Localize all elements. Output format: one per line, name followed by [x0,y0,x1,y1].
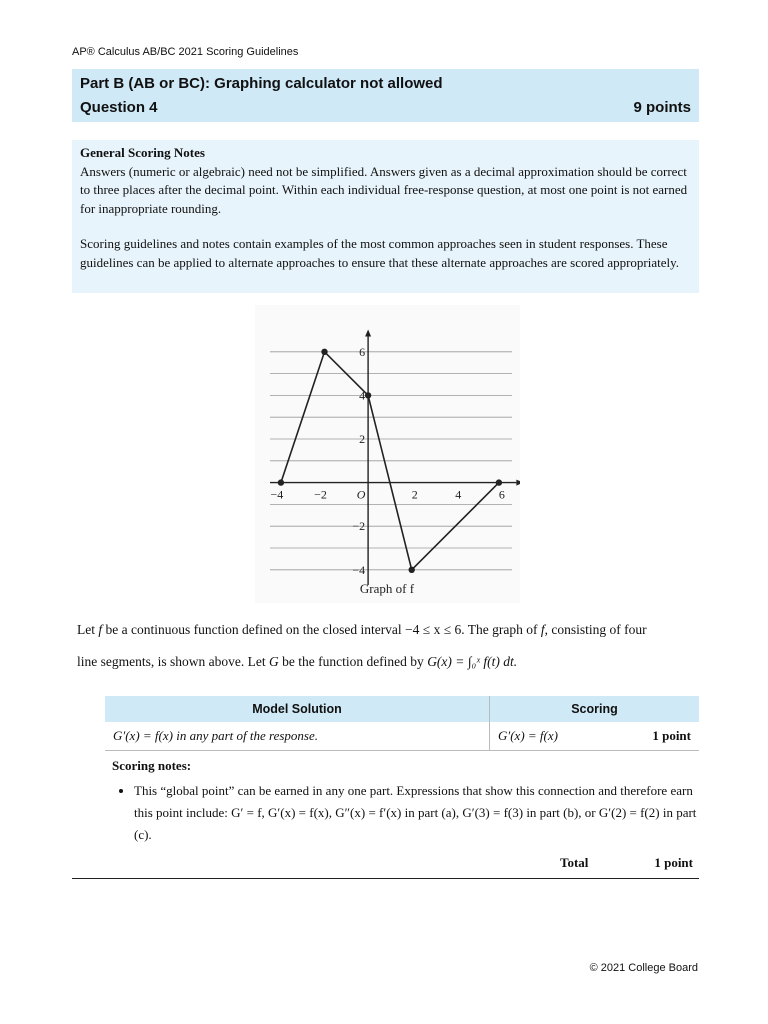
graph-of-f [255,305,520,603]
stmt-text: be the function defined by [282,654,424,669]
document-header-label: AP® Calculus AB/BC 2021 Scoring Guidelines [72,46,299,58]
scoring-criterion-cell: G′(x) = f(x) [490,722,612,751]
points-cell: 1 point [612,722,699,751]
f-data-point [321,349,327,355]
y-tick-label: −2 [352,519,366,534]
copyright-footer: © 2021 College Board [589,962,698,974]
x-tick-label: 6 [498,487,505,502]
question-points: 9 points [633,99,691,116]
x-tick-label: −2 [314,487,327,502]
general-scoring-notes [72,140,699,293]
col-model-solution: Model Solution [105,696,490,722]
f-data-point [496,479,502,485]
x-tick-label: 2 [411,487,418,502]
col-scoring: Scoring [490,696,700,722]
stmt-G: G [268,654,279,669]
notes-heading: General Scoring Notes [80,145,205,160]
scoring-notes-heading: Scoring notes: [112,758,192,773]
notes-paragraph-1: Answers (numeric or algebraic) need not be simplified. Answers given as a decimal approximation should be correct to three places after the decimal point. Within each individual free-response question, at most one point is not earned for inappropriate rounding. [80,163,688,216]
stmt-text: , consisting of four [544,622,647,637]
stmt-f: f [540,622,545,637]
stmt-f: f [98,622,103,637]
y-tick-label: 2 [359,432,366,446]
scoring-table [105,696,699,751]
y-tick-label: 4 [359,388,366,403]
y-tick-label: 6 [359,344,366,359]
x-tick-label: −4 [270,487,284,502]
graph-background [255,305,520,603]
f-data-point [278,479,284,485]
f-data-point [409,567,415,573]
title-band [72,69,699,122]
y-tick-label: −4 [352,562,366,577]
question-title: Question 4 [80,99,158,116]
divider [72,878,699,879]
scoring-notes [112,758,702,846]
stmt-text: be a continuous function defined on the closed interval −4 ≤ x ≤ 6. The graph of [105,622,538,637]
origin-label: O [356,487,366,502]
graph-title: Graph of f [359,581,415,596]
stmt-formula: G(x) = ∫₀ˣ f(t) dt. [427,654,518,669]
stmt-text: line segments, is shown above. Let [77,654,266,669]
part-title: Part B (AB or BC): Graphing calculator not allowed [80,75,443,92]
x-tick-label: 4 [455,487,462,502]
total-row [560,855,699,871]
total-label: Total [560,855,589,870]
table-row [105,722,699,751]
scoring-note-bullet: • This “global point” can be earned in any one part. Expressions that show this connection and therefore earn this point include: G′ = f, G′(x) = f(x), G″(x) = f′(x) in part (a), G′(3) = f(3) in part (b), or G′(2) = f(2) in part (c). [134,780,702,846]
f-data-point [365,392,371,398]
stmt-text: Let [77,622,95,637]
problem-statement [77,614,707,678]
total-points: 1 point [654,855,693,870]
notes-paragraph-2: Scoring guidelines and notes contain examples of the most common approaches seen in student responses. These guidelines can be applied to alternate approaches to ensure that these alternate approaches are scored appropriately. [80,236,680,270]
model-solution-cell: G′(x) = f(x) in any part of the response. [105,722,490,751]
